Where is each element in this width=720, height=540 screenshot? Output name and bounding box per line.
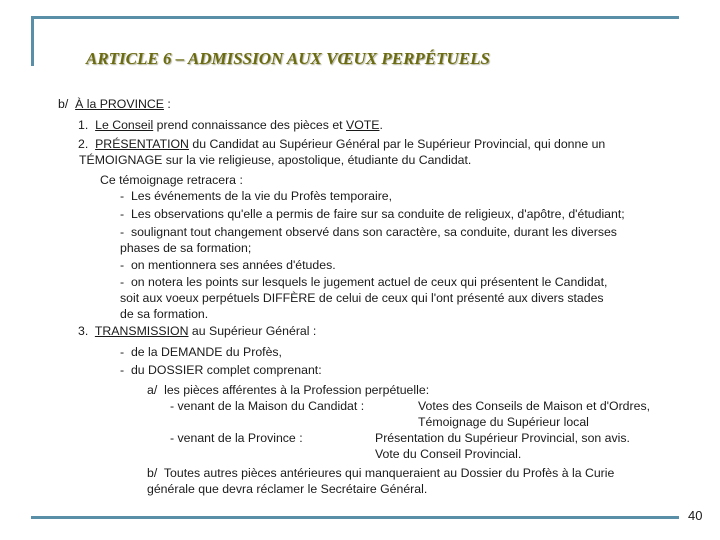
sub-a-maison-value-2: Témoignage du Supérieur local [418,415,589,429]
item-3-bullet-2: du DOSSIER complet comprenant: [130,363,322,377]
item-3 [78,323,316,339]
item-1 [78,117,383,133]
sub-a-province-value-2: Vote du Conseil Provincial. [375,447,522,461]
sub-a-text: les pièces afférentes à la Profession perpétuelle: [164,383,430,397]
bullet-3-text: soulignant tout changement observé dans son caractère, sa conduite, durant les diverses [130,225,617,239]
frame-left-line [31,16,34,66]
item-1-number: 1. [78,118,89,132]
item-2-lead: PRÉSENTATION [95,137,189,151]
item-3-bullet-1: de la DEMANDE du Profès, [130,345,282,359]
item-2-text: du Candidat au Supérieur Général par le Supérieur Provincial, qui donne un [188,137,606,151]
bullet-3-line-2: phases de sa formation; [120,241,252,255]
section-b-marker: b/ [58,97,69,111]
frame-top-line [31,16,679,19]
item-2 [78,136,605,152]
item-1-lead: Le Conseil [95,118,154,132]
sub-a-province-value-1: Présentation du Supérieur Provincial, son avis. [375,431,630,445]
bullet-item: - on mentionnera ses années d'études. [120,258,336,272]
bullet-item: - on notera les points sur lesquels le jugement actuel de ceux qui présentent le Candidat, [120,275,608,289]
page-title: ARTICLE 6 – ADMISSION AUX VŒUX PERPÉTUELS [86,49,490,68]
frame-bottom-line [31,516,679,519]
sub-a-maison-label: - venant de la Maison du Candidat : [170,399,365,413]
sub-b [147,465,614,481]
sub-b-marker: b/ [147,466,158,480]
section-b-heading [58,96,171,112]
bullet-5-line-3: de sa formation. [120,307,209,321]
item-2-line-2: TÉMOIGNAGE sur la vie religieuse, apostolique, étudiante du Candidat. [79,153,472,167]
bullet-item: - du DOSSIER complet comprenant: [120,363,322,377]
item-1-vote: VOTE [346,118,380,132]
item-2-number: 2. [78,137,89,151]
bullet-5-text: on notera les points sur lesquels le jugement actuel de ceux qui présentent le Candidat, [130,275,608,289]
item-3-number: 3. [78,324,89,338]
section-b-heading-suffix: : [163,97,171,111]
bullet-item: - soulignant tout changement observé dans son caractère, sa conduite, durant les diverses [120,225,617,239]
bullet-2-text: Les observations qu'elle a permis de faire sur sa conduite de religieux, d'apôtre, d'étudiant; [130,207,625,221]
item-2-intro: Ce témoignage retracera : [100,173,243,187]
sub-a-maison-value-1: Votes des Conseils de Maison et d'Ordres, [418,399,651,413]
bullet-item: - Les observations qu'elle a permis de faire sur sa conduite de religieux, d'apôtre, d'étudiant; [120,207,625,221]
sub-a-province-label: - venant de la Province : [170,431,303,445]
bullet-5-line-2: soit aux voeux perpétuels DIFFÈRE de celui de ceux qui l'ont présenté aux divers stades [120,291,604,305]
bullet-item: - Les événements de la vie du Profès temporaire, [120,189,393,203]
sub-a [147,382,429,398]
item-1-end: . [379,118,383,132]
item-3-text: au Supérieur Général : [188,324,317,338]
page-number: 40 [688,508,703,523]
bullet-item: - de la DEMANDE du Profès, [120,345,282,359]
sub-a-marker: a/ [147,383,158,397]
item-3-lead: TRANSMISSION [94,324,189,338]
sub-b-line-2: générale que devra réclamer le Secrétaire Général. [147,482,428,496]
bullet-4-text: on mentionnera ses années d'études. [130,258,336,272]
section-b-heading-text: À la PROVINCE [75,97,164,111]
bullet-1-text: Les événements de la vie du Profès temporaire, [130,189,393,203]
sub-b-line-1: Toutes autres pièces antérieures qui manqueraient au Dossier du Profès à la Curie [163,466,615,480]
item-1-text: prend connaissance des pièces et [153,118,346,132]
